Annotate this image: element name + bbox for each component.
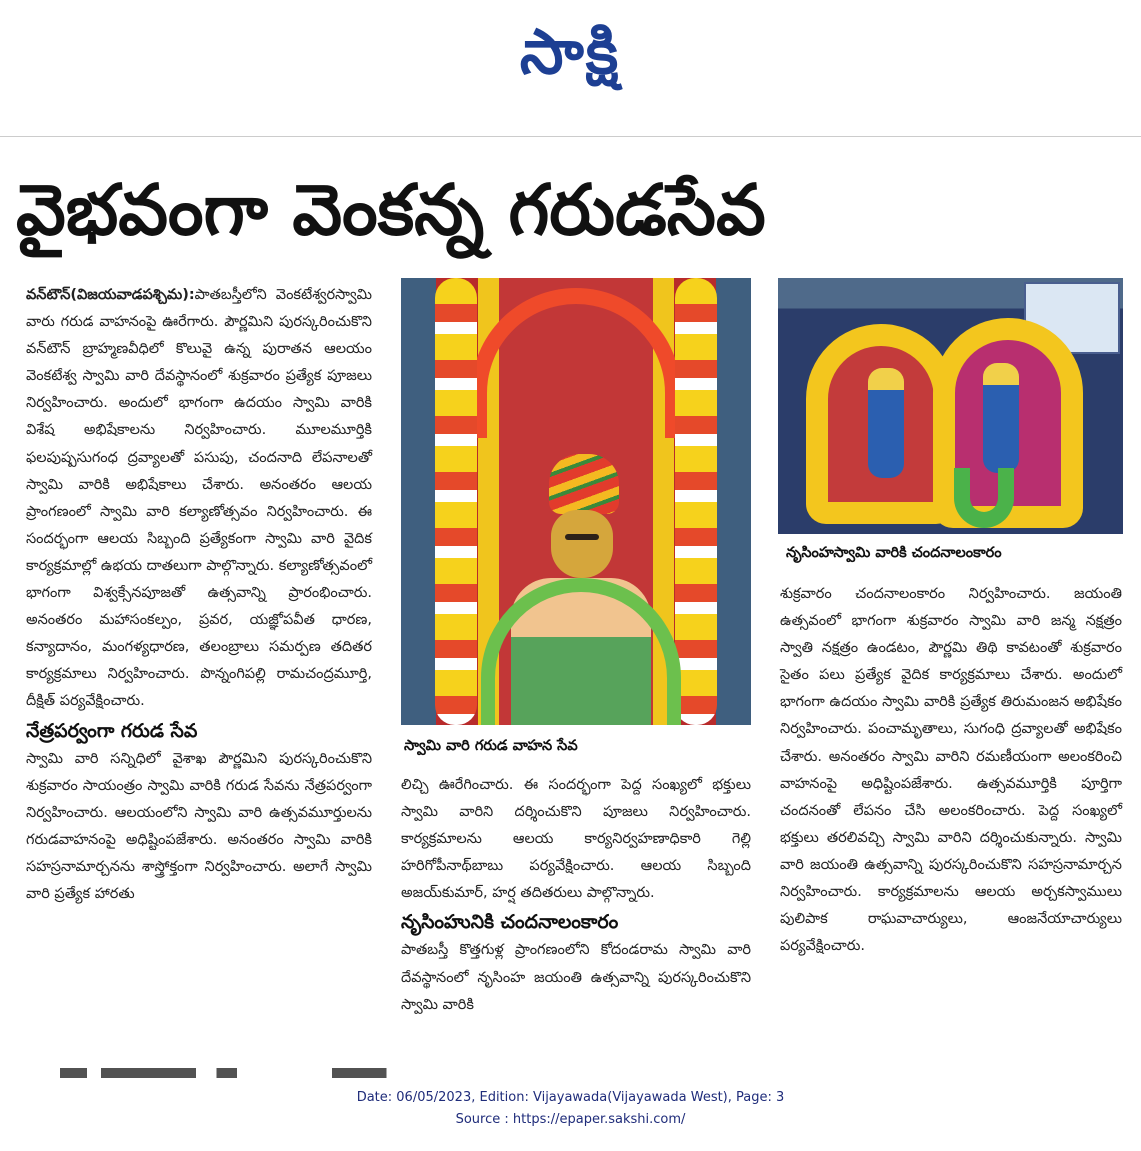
cropped-text-line xyxy=(60,1068,400,1078)
column1-paragraph-1 xyxy=(26,282,372,716)
article-column-3 xyxy=(780,581,1122,960)
logo-text: సాక్షి xyxy=(519,15,621,88)
footer-date-line: Date: 06/05/2023, Edition: Vijayawada(Vijayawada West), Page: 3 xyxy=(356,1090,785,1105)
column2-subhead: నృసింహునికి చందనాలంకారం xyxy=(401,911,619,934)
column3-paragraph-1: శుక్రవారం చందనాలంకారం నిర్వహించారు. జయంతి ఉత్సవంలో భాగంగా శుక్రవారం స్వామి వారి జన్మ నక్షత్రం స్వాతి నక్షత్రం ఉండటం, పౌర్ణమి తిథి కావటంతో శుక్రవారం సైతం పలు ప్రత్యేక వైదిక కార్యక్రమాలు చేశారు. అందులో భాగంగా ఉదయం స్వామి వారికి ప్రత్యేక తిరుమంజన అభిషేకం నిర్వహించారు. పంచామృతాలు, సుగంధి ద్రవ్యాలతో అభిషేకం చేశారు. అనంతరం స్వామి వారిని రమణీయంగా అలంకరించి వాహనంపై అధిష్టింపజేశారు. ఉత్సవమూర్తికి పూర్తిగా చందనంతో లేపనం చేసి అలంకరించారు. పెద్ద సంఖ్యలో భక్తులు తరలివచ్చి స్వామి వారిని దర్శించుకున్నారు. స్వామి వారి జయంతి ఉత్సవాన్ని పురస్కరించుకొని సహస్రనామార్చన నిర్వహించారు. కార్యక్రమాలను ఆలయ అర్చకస్వాములు పులిపాక రాఘవాచార్యులు, ఆంజనేయాచార్యులు పర్యవేక్షించారు. xyxy=(780,586,1122,955)
narasimha-swamy-photo xyxy=(778,278,1123,534)
article-column-2 xyxy=(401,772,751,1019)
column2-paragraph-2: పాతబస్తీ కొత్తగుళ్ల ప్రాంగణంలోని కోదండరామ స్వామి వారి దేవస్థానంలో నృసింహ జయంతి ఉత్సవాన్ని పురస్కరించుకొని స్వామి వారికి xyxy=(401,942,751,1013)
garuda-vahana-photo xyxy=(401,278,751,725)
column2-paragraph-1: లిచ్చి ఊరేగించారు. ఈ సందర్భంగా పెద్ద సంఖ్యలో భక్తులు స్వామి వారిని దర్శించుకొని పూజలు నిర్వహించారు. కార్యక్రమాలను ఆలయ కార్యనిర్వహణాధికారి గెల్లి హరిగోపీనాథ్‌బాబు పర్యవేక్షించారు. ఆలయ సిబ్బంది అజయ్‌కుమార్‌, హర్ష తదితరులు పాల్గొన్నారు. xyxy=(401,777,751,902)
article-column-1 xyxy=(26,282,372,908)
article-headline: వైభవంగా వెంకన్న గరుడసేవ xyxy=(16,169,766,251)
dateline: వన్‌టౌన్‌(విజయవాడపశ్చిమ): xyxy=(26,287,195,303)
sakshi-logo xyxy=(470,15,670,98)
column1-p1-text: పాతబస్తీలోని వెంకటేశ్వరస్వామి వారు గరుడ వాహనంపై ఊరేగారు. పౌర్ణమిని పురస్కరించుకొని వన్‌టౌన్‌ బ్రాహ్మణవీధిలో కొలువై ఉన్న పురాతన ఆలయం వెంకటేశ్వ స్వామి వారి దేవస్థానంలో శుక్రవారం ప్రత్యేక పూజలు నిర్వహించారు. అందులో భాగంగా ఉదయం స్వామి వారికి విశేష అభిషేకాలను నిర్వహించారు. మూలమూర్తికి ఫలపుష్పసుగంధ ద్రవ్యాలతో పసుపు, చందనాది లేపనాలతో స్వామి వారికి అభిషేకాలు చేశారు. అనంతరం ఆలయ ప్రాంగణంలో స్వామి వారి కల్యాణోత్సవం నిర్వహించారు. ఈ సందర్భంగా ఆలయ సిబ్బంది ప్రత్యేకంగా స్వామి వారి వైదిక కార్యక్రమాల్లో ఉభయ దాతలుగా పాల్గొన్నారు. కల్యాణోత్సవంలో భాగంగా విశ్వక్సేనపూజతో ఉత్సవాన్ని ప్రారంభించారు. అనంతరం మహాసంకల్పం, ప్రవర, యజ్ఞోపవీత ధారణ, కన్యాదానం, మంగళ్యధారణ, తలంబ్రాలు సమర్పణ తదితర కార్యక్రమాలు నిర్వహించారు. పొన్నంగిపల్లి రామచంద్రమూర్తి, దీక్షిత్‌ పర్యవేక్షించారు. xyxy=(26,287,372,710)
column1-paragraph-2: స్వామి వారి సన్నిధిలో వైశాఖ పౌర్ణమిని పురస్కరించుకొని శుక్రవారం సాయంత్రం స్వామి వారికి గరుడ సేవను నేత్రపర్వంగా నిర్వహించారు. ఆలయంలోని స్వామి వారి ఉత్సవమూర్తులను గరుడవాహనంపై అధిష్టింపజేశారు. అనంతరం స్వామి వారికి సహస్రనామార్చనను శాస్త్రోక్తంగా నిర్వహించారు. అలాగే స్వామి వారి ప్రత్యేక హారతు xyxy=(26,750,372,902)
photo2-caption: నృసింహస్వామి వారికి చందనాలంకారం xyxy=(786,545,1002,561)
footer-source-line: Source : https://epaper.sakshi.com/ xyxy=(455,1112,686,1127)
column1-subhead: నేత్రపర్వంగా గరుడ సేవ xyxy=(26,719,198,742)
header-divider xyxy=(0,136,1141,137)
photo1-caption: స్వామి వారి గరుడ వాహన సేవ xyxy=(404,738,578,754)
